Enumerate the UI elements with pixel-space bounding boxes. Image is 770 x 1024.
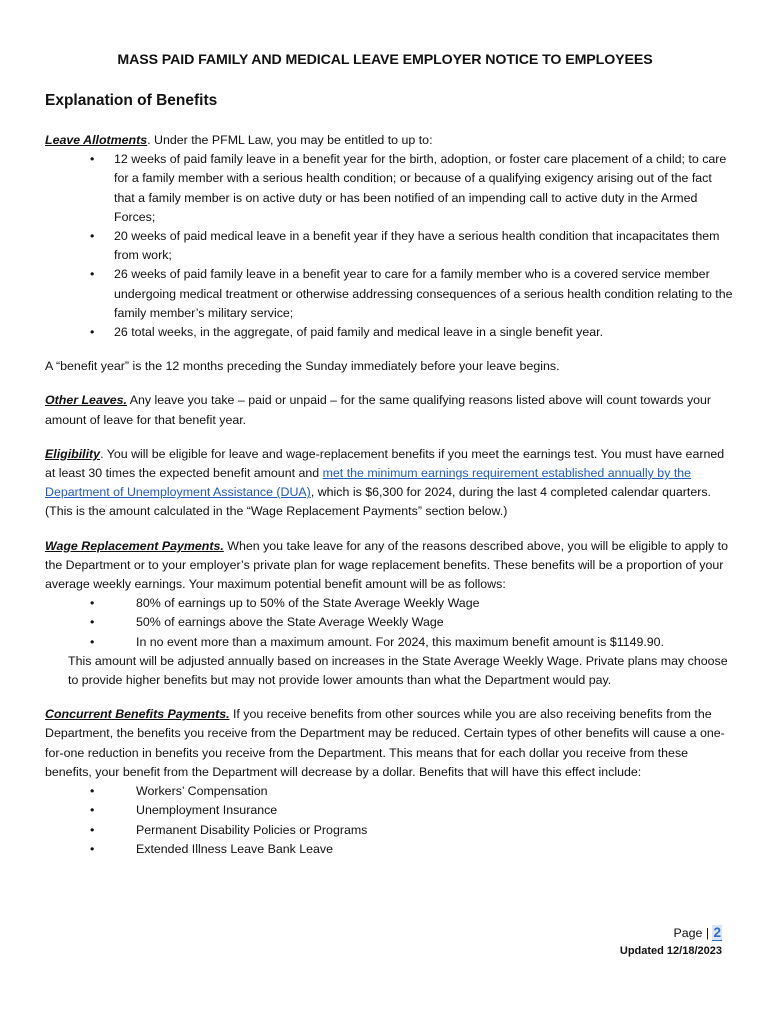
list-item-text: Permanent Disability Policies or Programs [136, 822, 368, 837]
list-item-text: 20 weeks of paid medical leave in a benefit year if they have a serious health condition that incapacitates them from work; [114, 229, 720, 263]
wage-replacement-text: When you take leave for any of the reasons described above, you will be eligible to apply to the Department or to your employer’s private plan for wage replacement benefits. These benefits will be a proportion of your average weekly earnings. Your maximum potential benefit amount will be as follows: [45, 538, 729, 592]
wage-replacement-after: This amount will be adjusted annually based on increases in the State Average Weekly Wage. Private plans may choose to provide higher benefits but may not provide lower amounts than what the Department would pay. [68, 653, 728, 688]
section-heading: Explanation of Benefits [45, 92, 218, 109]
bullet-icon: • [90, 841, 95, 856]
list-item [45, 801, 735, 820]
list-item-text: 12 weeks of paid family leave in a benefit year for the birth, adoption, or foster care placement of a child; to care for a family member with a serious health condition; or because of a qualifying exigency arising out of the fact that a family member is on active duty or has been notified of an impending call to active duty in the Armed Forces; [114, 152, 727, 224]
wage-replacement-list [45, 594, 735, 652]
document-title: MASS PAID FAMILY AND MEDICAL LEAVE EMPLOYER NOTICE TO EMPLOYEES [117, 52, 653, 68]
bullet-icon: • [90, 229, 95, 244]
list-item [45, 265, 735, 323]
eligibility-text-2: , which is $6,300 for 2024, during the last 4 completed calendar quarters. (This is the amount calculated in the “Wage Replacement Payments” section below.) [45, 485, 711, 519]
leave-allotments-paragraph [45, 131, 735, 150]
list-item-text: 26 total weeks, in the aggregate, of paid family and medical leave in a single benefit year. [114, 325, 604, 340]
bullet-icon: • [90, 634, 95, 649]
eligibility-paragraph [45, 445, 735, 522]
eligibility-lead: Eligibility [45, 446, 101, 461]
other-leaves-paragraph [45, 391, 735, 429]
dua-earnings-link[interactable]: met the minimum earnings requirement established annually by the Department of Unemployment Assistance (DUA) [45, 466, 692, 500]
bullet-icon: • [90, 803, 95, 818]
list-item [45, 323, 735, 342]
page-number: 2 [713, 925, 721, 940]
list-item [45, 821, 735, 840]
bullet-icon: • [90, 325, 95, 340]
bullet-icon: • [90, 784, 95, 799]
updated-date: Updated 12/18/2023 [619, 945, 722, 957]
list-item [45, 594, 735, 613]
list-item-text: Extended Illness Leave Bank Leave [136, 841, 334, 856]
list-item [45, 150, 735, 227]
list-item [45, 227, 735, 265]
eligibility-text-1: . You will be eligible for leave and wage-replacement benefits if you meet the earnings test. You must have earned at least 30 times the expected benefit amount and [45, 446, 725, 481]
list-item-text: In no event more than a maximum amount. For 2024, this maximum benefit amount is $1149.90. [136, 634, 665, 649]
list-item-text: 80% of earnings up to 50% of the State Average Weekly Wage [136, 596, 480, 611]
list-item-text: Unemployment Insurance [136, 803, 278, 818]
bullet-icon: • [90, 267, 95, 282]
concurrent-benefits-list [45, 782, 735, 859]
leave-allotments-list [45, 150, 735, 342]
other-leaves-text: Any leave you take – paid or unpaid – for the same qualifying reasons listed above will count towards your amount of leave for that benefit year. [45, 393, 712, 427]
document-body [45, 131, 735, 859]
page-number-footer [673, 925, 722, 940]
bullet-icon: • [90, 615, 95, 630]
list-item [45, 633, 735, 652]
wage-replacement-lead: Wage Replacement Payments. [45, 538, 224, 553]
concurrent-benefits-paragraph [45, 705, 735, 782]
page-label: Page | [673, 926, 713, 940]
list-item-text: Workers’ Compensation [136, 784, 268, 799]
wage-replacement-paragraph [45, 537, 735, 595]
benefit-year-paragraph: A “benefit year” is the 12 months preceding the Sunday immediately before your leave begins. [45, 359, 560, 374]
concurrent-benefits-text: If you receive benefits from other sources while you are also receiving benefits from the Department, the benefits you receive from the Department may be reduced. Certain types of other benefits will cause a one-for-one reduction in benefits you receive from the Department. This means that for each dollar you receive from these benefits, your benefit from the Department will decrease by a dollar. Benefits that will have this effect include: [45, 707, 725, 779]
leave-allotments-intro: . Under the PFML Law, you may be entitled to up to: [147, 133, 433, 147]
leave-allotments-lead: Leave Allotments [45, 133, 148, 147]
list-item [45, 613, 735, 632]
concurrent-benefits-lead: Concurrent Benefits Payments. [45, 707, 230, 722]
bullet-icon: • [90, 822, 95, 837]
list-item [45, 840, 735, 859]
list-item-text: 26 weeks of paid family leave in a benefit year to care for a family member who is a covered service member undergoing medical treatment or otherwise addressing consequences of a serious health condition relating to the family member’s military service; [114, 267, 733, 320]
list-item [45, 782, 735, 801]
list-item-text: 50% of earnings above the State Average Weekly Wage [136, 615, 444, 630]
other-leaves-lead: Other Leaves. [45, 393, 127, 408]
bullet-icon: • [90, 152, 95, 167]
bullet-icon: • [90, 596, 95, 611]
